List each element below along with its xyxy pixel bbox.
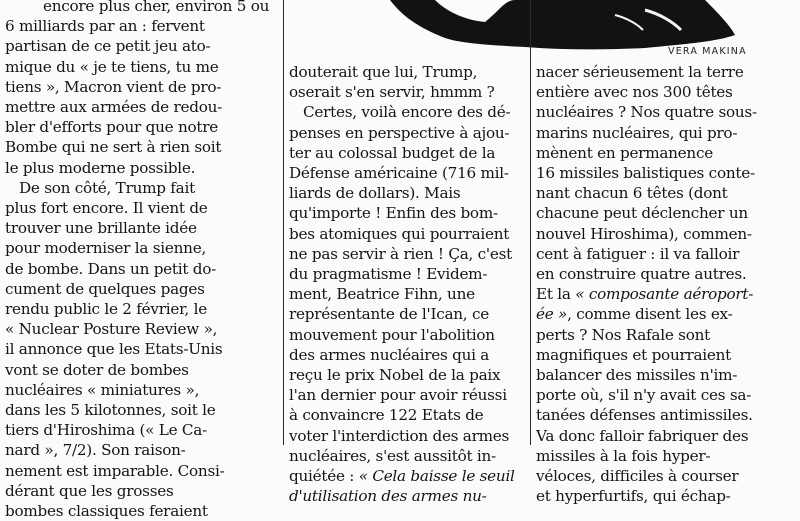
text-line: trouver une brillante idée — [5, 219, 197, 238]
text-line: nant chacun 6 têtes (dont — [536, 184, 728, 203]
text-line: ne pas servir à rien ! Ça, c'est — [289, 244, 512, 263]
text-line: mouvement pour l'abolition — [289, 325, 495, 344]
text-line: nouvel Hiroshima), commen- — [536, 224, 752, 243]
text-line: porte où, s'il n'y avait ces sa- — [536, 386, 752, 405]
text-line: vont se doter de bombes — [5, 360, 189, 379]
text-line: à convaincre 122 Etats de — [289, 406, 484, 425]
text-line — [289, 486, 527, 506]
text-line: représentante de l'Ican, ce — [289, 305, 489, 324]
text-line: véloces, difficiles à courser — [536, 467, 739, 486]
illustrator-signature: VERA MAKINA — [668, 46, 747, 57]
text-line: pour moderniser la sienne, — [5, 239, 207, 258]
text-line: le plus moderne possible. — [5, 158, 196, 177]
cartoon-ink-shape — [390, 0, 735, 49]
text-line: entière avec nos 300 têtes — [536, 83, 733, 102]
text-line: missiles à la fois hyper- — [536, 446, 711, 465]
text-line: douterait que lui, Trump, — [289, 63, 478, 81]
text-line: Défense américaine (716 mil- — [289, 164, 509, 183]
quote-italic: ée » — [536, 305, 568, 324]
text-line: voter l'interdiction des armes — [289, 426, 510, 445]
text-line: tanées défenses antimissiles. — [536, 406, 753, 425]
text-line: marins nucléaires, qui pro- — [536, 123, 738, 142]
article-column-3 — [536, 62, 798, 506]
text-line: « Nuclear Posture Review », — [5, 320, 218, 339]
text-line: 6 milliards par an : fervent — [5, 17, 205, 36]
text-line: mènent en permanence — [536, 143, 713, 162]
text-line: nement est imparable. Consi- — [5, 461, 225, 480]
text-line: magnifiques et pourraient — [536, 345, 732, 364]
text-line: chacune peut déclencher un — [536, 204, 748, 223]
text-line: tiers d'Hiroshima (« Le Ca- — [5, 421, 207, 440]
text-line: Va donc falloir fabriquer des — [536, 426, 749, 445]
text-line: rendu public le 2 février, le — [5, 300, 207, 319]
text-line: oserait s'en servir, hmmm ? — [289, 83, 495, 102]
text-line: Certes, voilà encore des dé- — [303, 103, 511, 122]
text-line: cent à fatiguer : il va falloir — [536, 244, 740, 263]
text-line: et hyperfurtifs, qui échap- — [536, 487, 731, 506]
text-line: l'an dernier pour avoir réussi — [289, 386, 507, 405]
text-line: bombes classiques feraient — [5, 502, 208, 521]
quote-italic: « Cela baisse le seuil — [358, 467, 515, 486]
text-line: qu'importe ! Enfin des bom- — [289, 204, 498, 223]
text-line — [536, 304, 798, 324]
text-line: penses en perspective à ajou- — [289, 123, 510, 142]
text-fragment: quiétée : — [289, 467, 359, 486]
text-line: 16 missiles balistiques conte- — [536, 164, 755, 183]
text-line: des armes nucléaires qui a — [289, 345, 490, 364]
text-line: bler d'efforts pour que notre — [5, 118, 218, 137]
quote-italic: d'utilisation des armes nu- — [289, 487, 487, 506]
text-line: dans les 5 kilotonnes, soit le — [5, 401, 216, 420]
text-line: balancer des missiles n'im- — [536, 366, 738, 385]
text-line: Bombe qui ne sert à rien soit — [5, 138, 222, 157]
article-column-2 — [289, 62, 527, 506]
text-line: plus fort encore. Il vient de — [5, 199, 208, 218]
text-line: dérant que les grosses — [5, 481, 174, 500]
text-line: liards de dollars). Mais — [289, 184, 461, 203]
text-line: en construire quatre autres. — [536, 265, 747, 284]
text-line: bes atomiques qui pourraient — [289, 224, 510, 243]
text-line: ter au colossal budget de la — [289, 143, 496, 162]
text-line: De son côté, Trump fait — [19, 178, 195, 197]
text-line: encore plus cher, environ 5 ou — [43, 0, 270, 15]
text-line: mettre aux armées de redou- — [5, 98, 223, 117]
text-line: nard », 7/2). Son raison- — [5, 441, 186, 460]
text-line: de bombe. Dans un petit do- — [5, 259, 217, 278]
column-rule-2 — [530, 0, 531, 445]
text-line: nucléaires, s'est aussitôt in- — [289, 446, 496, 465]
text-line: tiens », Macron vient de pro- — [5, 77, 222, 96]
text-line — [536, 284, 798, 304]
text-line: nucléaires ? Nos quatre sous- — [536, 103, 757, 122]
text-line: perts ? Nos Rafale sont — [536, 325, 710, 344]
text-fragment: Et la — [536, 285, 576, 304]
text-line: nucléaires « miniatures », — [5, 380, 200, 399]
text-line: ment, Beatrice Fihn, une — [289, 285, 475, 304]
text-line — [289, 466, 527, 486]
text-line: cument de quelques pages — [5, 279, 205, 298]
text-line: partisan de ce petit jeu ato- — [5, 37, 211, 56]
text-line: il annonce que les Etats-Unis — [5, 340, 223, 359]
text-line: reçu le prix Nobel de la paix — [289, 366, 501, 385]
text-line: du pragmatisme ! Evidem- — [289, 265, 488, 284]
text-line: mique du « je te tiens, tu me — [5, 57, 219, 76]
text-fragment: , comme disent les ex- — [567, 305, 733, 324]
article-column-1 — [5, 0, 279, 521]
column-rule-1 — [283, 0, 284, 445]
quote-italic: « composante aéroport- — [575, 285, 754, 304]
text-line: nacer sérieusement la terre — [536, 63, 744, 81]
